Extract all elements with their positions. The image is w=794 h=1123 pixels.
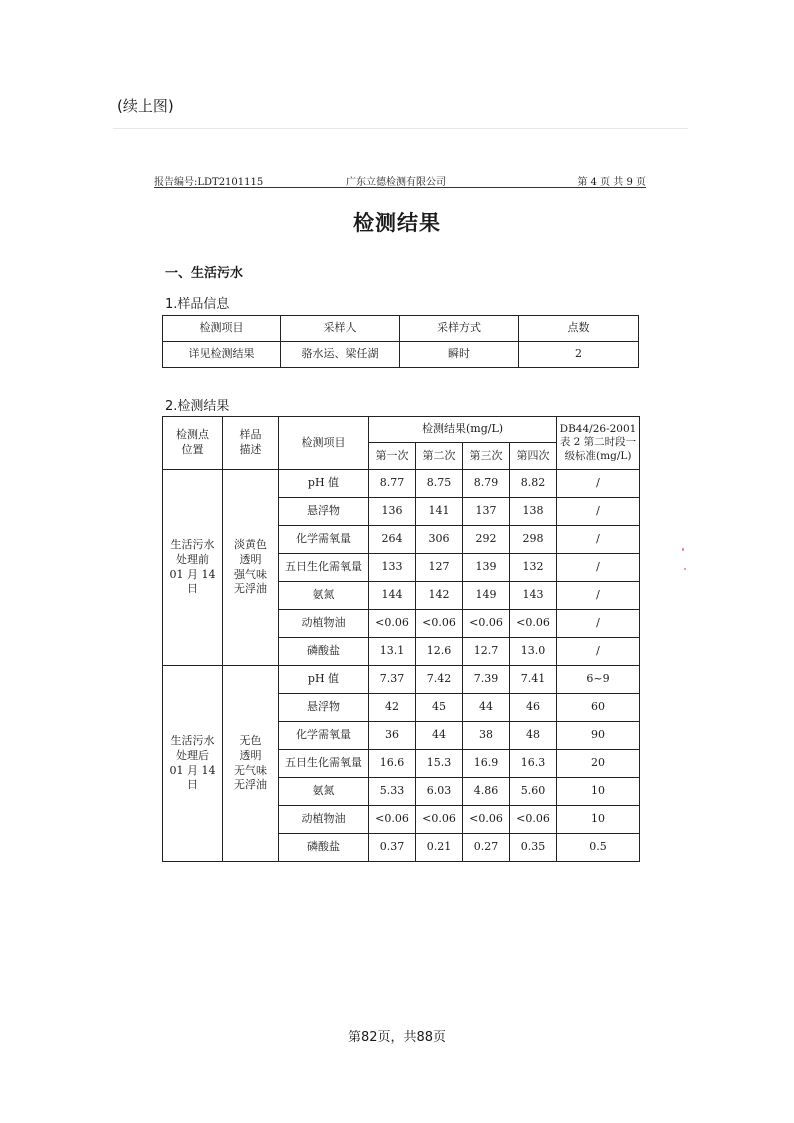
value-cell: <0.06 [510, 610, 557, 638]
header-cell: 点数 [519, 316, 639, 342]
table-cell: 2 [519, 342, 639, 368]
sample-info-heading: 1.样品信息 [165, 297, 230, 312]
time-header: 第四次 [510, 443, 557, 470]
location-line: 处理前 [176, 552, 209, 566]
value-cell: 6.03 [416, 778, 463, 806]
value-cell: 7.41 [510, 666, 557, 694]
standard-cell: / [557, 498, 640, 526]
standard-cell: / [557, 638, 640, 666]
standard-cell: / [557, 610, 640, 638]
value-cell: 44 [463, 694, 510, 722]
value-cell: <0.06 [463, 806, 510, 834]
table-header-row [163, 316, 639, 342]
value-cell: 46 [510, 694, 557, 722]
table-header-row [163, 417, 640, 443]
value-cell: 0.27 [463, 834, 510, 862]
value-cell: 16.9 [463, 750, 510, 778]
scan-edge-divider [113, 128, 688, 129]
value-cell: 7.42 [416, 666, 463, 694]
value-cell: 8.79 [463, 470, 510, 498]
description-line: 无浮油 [234, 778, 267, 792]
table-cell: 骆水运、梁任湖 [281, 342, 400, 368]
description-line: 透明 [239, 748, 262, 762]
value-cell: <0.06 [369, 806, 416, 834]
result-group-header: 检测结果(mg/L) [369, 417, 557, 443]
location-header [163, 417, 223, 470]
header-rule [154, 187, 646, 188]
value-cell: 36 [369, 722, 416, 750]
standard-cell: / [557, 582, 640, 610]
standard-cell: 6~9 [557, 666, 640, 694]
value-cell: 137 [463, 498, 510, 526]
item-cell: 五日生化需氧量 [279, 554, 369, 582]
value-cell: 12.7 [463, 638, 510, 666]
item-cell: 化学需氧量 [279, 526, 369, 554]
scan-speck [684, 568, 686, 570]
page-info: 第 4 页 共 9 页 [577, 177, 646, 188]
time-header: 第二次 [416, 443, 463, 470]
header-cell: 采样人 [281, 316, 400, 342]
location-line: 生活污水 [170, 733, 215, 747]
item-cell: 磷酸盐 [279, 638, 369, 666]
value-cell: 141 [416, 498, 463, 526]
description-cell [223, 666, 279, 862]
value-cell: 12.6 [416, 638, 463, 666]
description-cell [223, 470, 279, 666]
value-cell: 45 [416, 694, 463, 722]
value-cell: <0.06 [463, 610, 510, 638]
item-header: 检测项目 [279, 417, 369, 470]
header-line: 检测点 [176, 428, 209, 442]
value-cell: 143 [510, 582, 557, 610]
item-cell: 氨氮 [279, 778, 369, 806]
value-cell: 144 [369, 582, 416, 610]
location-line: 生活污水 [170, 537, 215, 551]
table-row [163, 666, 640, 694]
table-row [163, 470, 640, 498]
value-cell: <0.06 [416, 806, 463, 834]
value-cell: 133 [369, 554, 416, 582]
value-cell: <0.06 [369, 610, 416, 638]
section-heading: 一、生活污水 [165, 266, 244, 281]
value-cell: 0.21 [416, 834, 463, 862]
value-cell: 8.77 [369, 470, 416, 498]
header-line: 样品 [239, 428, 262, 442]
value-cell: 8.75 [416, 470, 463, 498]
header-line: 位置 [181, 443, 204, 456]
description-line: 无色 [239, 733, 262, 747]
page-footer: 第82页，共88页 [347, 1030, 447, 1045]
description-header [223, 417, 279, 470]
time-header: 第三次 [463, 443, 510, 470]
value-cell: 13.0 [510, 638, 557, 666]
value-cell: 127 [416, 554, 463, 582]
standard-cell: 90 [557, 722, 640, 750]
item-cell: pH 值 [279, 470, 369, 498]
value-cell: 7.39 [463, 666, 510, 694]
item-cell: pH 值 [279, 666, 369, 694]
description-line: 透明 [239, 552, 262, 566]
standard-cell: 0.5 [557, 834, 640, 862]
item-cell: 悬浮物 [279, 498, 369, 526]
value-cell: 7.37 [369, 666, 416, 694]
value-cell: 292 [463, 526, 510, 554]
location-cell [163, 470, 223, 666]
results-table [162, 416, 640, 862]
value-cell: 298 [510, 526, 557, 554]
report-header [154, 171, 646, 189]
header-line: DB44/26-2001 [559, 422, 637, 435]
header-cell: 检测项目 [163, 316, 281, 342]
value-cell: 138 [510, 498, 557, 526]
document-title: 检测结果 [353, 211, 441, 235]
item-cell: 五日生化需氧量 [279, 750, 369, 778]
value-cell: 4.86 [463, 778, 510, 806]
value-cell: 15.3 [416, 750, 463, 778]
header-cell: 采样方式 [400, 316, 519, 342]
value-cell: 16.6 [369, 750, 416, 778]
header-line: 级标准(mg/L) [564, 449, 632, 462]
value-cell: 5.33 [369, 778, 416, 806]
standard-cell: 10 [557, 806, 640, 834]
description-line: 强气味 [234, 567, 267, 581]
description-line: 无浮油 [234, 582, 267, 596]
value-cell: 0.35 [510, 834, 557, 862]
value-cell: 149 [463, 582, 510, 610]
header-line: 表 2 第二时段一 [559, 436, 637, 449]
value-cell: 306 [416, 526, 463, 554]
value-cell: 132 [510, 554, 557, 582]
time-header: 第一次 [369, 443, 416, 470]
company-name: 广东立德检测有限公司 [346, 177, 446, 188]
value-cell: <0.06 [510, 806, 557, 834]
value-cell: 5.60 [510, 778, 557, 806]
standard-cell: / [557, 470, 640, 498]
value-cell: 139 [463, 554, 510, 582]
item-cell: 动植物油 [279, 610, 369, 638]
value-cell: 13.1 [369, 638, 416, 666]
standard-cell: 60 [557, 694, 640, 722]
description-line: 淡黄色 [234, 537, 267, 551]
item-cell: 氨氮 [279, 582, 369, 610]
scan-speck [682, 548, 684, 551]
sample-info-table [162, 315, 639, 368]
value-cell: 16.3 [510, 750, 557, 778]
location-line: 处理后 [176, 748, 209, 762]
table-cell: 详见检测结果 [163, 342, 281, 368]
table-cell: 瞬时 [400, 342, 519, 368]
header-line: 描述 [239, 443, 262, 456]
standard-header [557, 417, 640, 470]
value-cell: 48 [510, 722, 557, 750]
table-row [163, 342, 639, 368]
value-cell: 38 [463, 722, 510, 750]
value-cell: 0.37 [369, 834, 416, 862]
item-cell: 悬浮物 [279, 694, 369, 722]
results-heading: 2.检测结果 [165, 399, 230, 414]
report-number: 报告编号:LDT2101115 [154, 177, 264, 188]
standard-cell: 10 [557, 778, 640, 806]
results-body [163, 470, 640, 862]
standard-cell: 20 [557, 750, 640, 778]
continuation-label: (续上图) [117, 97, 174, 115]
item-cell: 化学需氧量 [279, 722, 369, 750]
location-cell [163, 666, 223, 862]
value-cell: 264 [369, 526, 416, 554]
value-cell: 42 [369, 694, 416, 722]
value-cell: 136 [369, 498, 416, 526]
value-cell: 44 [416, 722, 463, 750]
value-cell: 142 [416, 582, 463, 610]
standard-cell: / [557, 554, 640, 582]
description-line: 无气味 [234, 763, 267, 777]
item-cell: 磷酸盐 [279, 834, 369, 862]
location-line: 01 月 14 日 [169, 763, 216, 792]
location-line: 01 月 14 日 [169, 567, 216, 596]
item-cell: 动植物油 [279, 806, 369, 834]
standard-cell: / [557, 526, 640, 554]
value-cell: 8.82 [510, 470, 557, 498]
value-cell: <0.06 [416, 610, 463, 638]
